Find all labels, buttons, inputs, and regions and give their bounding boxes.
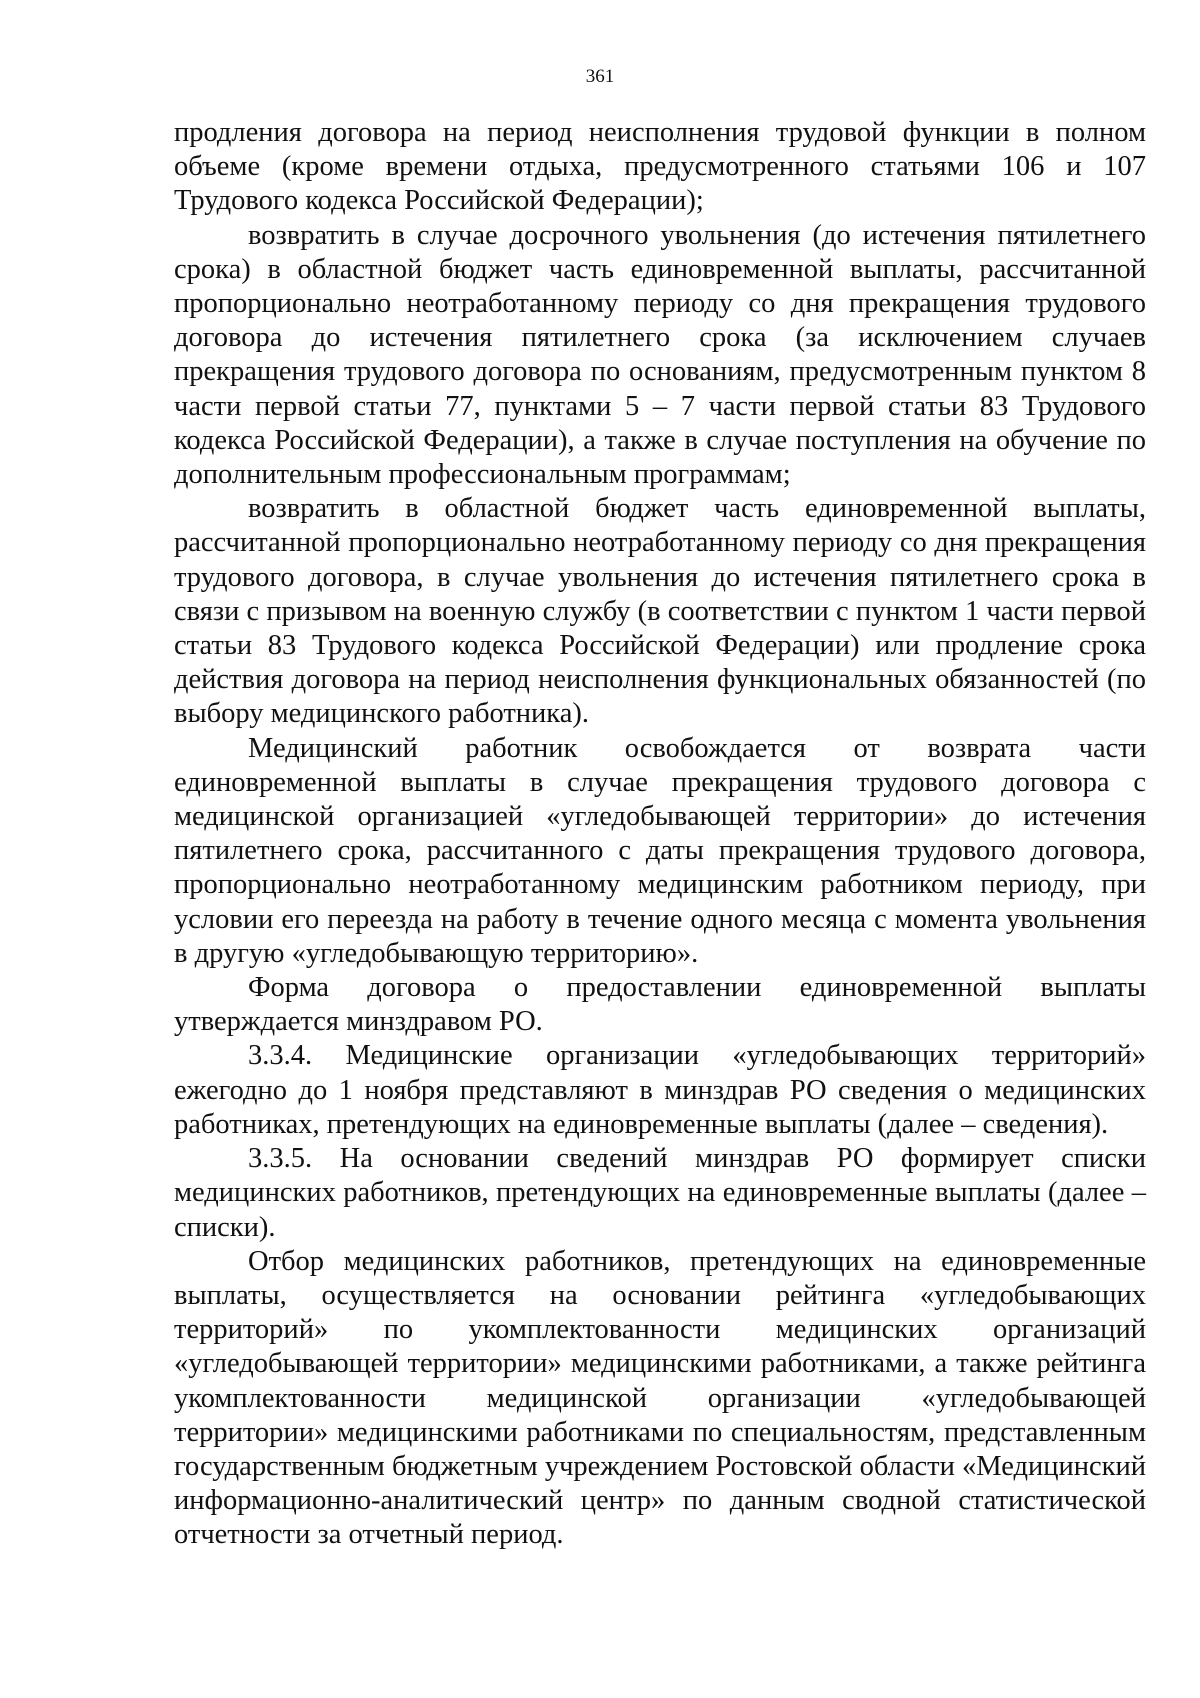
document-body bbox=[174, 116, 1146, 1553]
paragraph-selection-rating: Отбор медицинских работников, претендующих на единовременные выплаты, осуществляется на основании рейтинга «угледобывающих территорий» по укомплектованности медицинских организаций «угледобывающей территории» медицинскими работниками, а также рейтинга укомплектованности медицинской организации «угледобывающей территории» медицинскими работниками по специальностям, представленным государственным бюджетным учреждением Ростовской области «Медицинский информационно-аналитический центр» по данным сводной статистической отчетности за отчетный период. bbox=[174, 1245, 1146, 1551]
paragraph-3-3-5: 3.3.5. На основании сведений минздрав РО формирует списки медицинских работников, претендующих на единовременные выплаты (далее – списки). bbox=[174, 1143, 1146, 1243]
paragraph-contract-form: Форма договора о предоставлении единовременной выплаты утверждается минздравом РО. bbox=[174, 972, 1146, 1038]
paragraph-early-dismissal-refund: возвратить в случае досрочного увольнения (до истечения пятилетнего срока) в областной бюджет часть единовременной выплаты, рассчитанной пропорционально неотработанному периоду со дня прекращения трудового договора до истечения пятилетнего срока (за исключением случаев прекращения трудового договора по основаниям, предусмотренным пунктом 8 части первой статьи 77, пунктами 5 – 7 части первой статьи 83 Трудового кодекса Российской Федерации), а также в случае поступления на обучение по дополнительным профессиональным программам; bbox=[174, 219, 1146, 491]
paragraph-3-3-4: 3.3.4. Медицинские организации «угледобывающих территорий» ежегодно до 1 ноября представляют в минздрав РО сведения о медицинских работниках, претендующих на единовременные выплаты (далее – сведения). bbox=[174, 1040, 1146, 1140]
paragraph-military-service-refund: возвратить в областной бюджет часть единовременной выплаты, рассчитанной пропорционально неотработанному периоду со дня прекращения трудового договора, в случае увольнения до истечения пятилетнего срока в связи с призывом на военную службу (в соответствии с пунктом 1 части первой статьи 83 Трудового кодекса Российской Федерации) или продление срока действия договора на период неисполнения функциональных обязанностей (по выбору медицинского работника). bbox=[174, 493, 1146, 730]
page-number: 361 bbox=[585, 66, 615, 87]
paragraph-continuation: продления договора на период неисполнения трудовой функции в полном объеме (кроме времени отдыха, предусмотренного статьями 106 и 107 Трудового кодекса Российской Федерации); bbox=[174, 117, 1146, 217]
paragraph-refund-exemption: Медицинский работник освобождается от возврата части единовременной выплаты в случае прекращения трудового договора с медицинской организацией «угледобывающей территории» до истечения пятилетнего срока, рассчитанного с даты прекращения трудового договора, пропорционально неотработанному медицинским работником периоду, при условии его переезда на работу в течение одного месяца с момента увольнения в другую «угледобывающую территорию». bbox=[174, 732, 1146, 969]
